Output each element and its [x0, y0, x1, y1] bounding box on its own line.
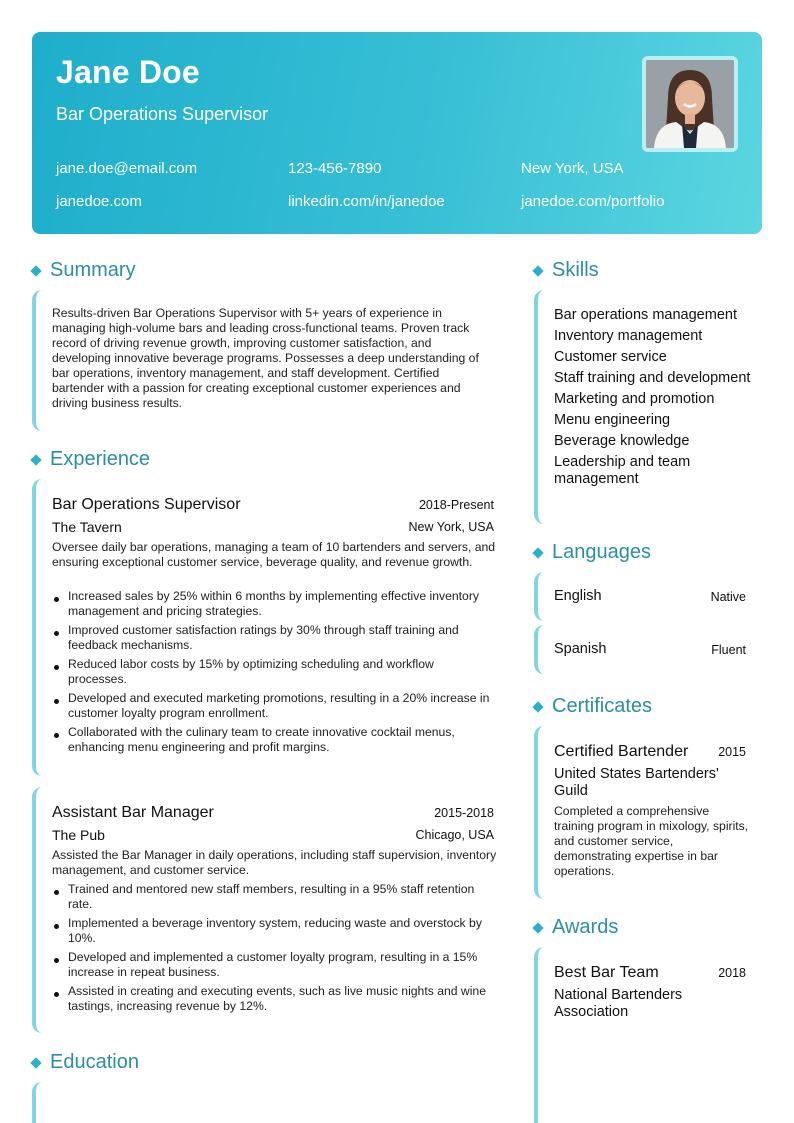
portfolio-link[interactable]: janedoe.com/portfolio: [521, 193, 665, 210]
list-item: Assisted in creating and executing events, such as live music nights and wine tastings, increasing revenue by 12%.: [52, 984, 492, 1014]
location-text: New York, USA: [521, 160, 624, 177]
education-block: [32, 1082, 498, 1123]
job-company: The Tavern: [52, 519, 122, 535]
certificate-description: Completed a comprehensive training program in mixology, spirits, and customer service, demonstrating expertise in bar operations.: [554, 804, 749, 878]
certificates-heading: Certificates: [532, 695, 652, 718]
language-row: [534, 572, 762, 621]
profile-photo-illustration: [646, 60, 734, 148]
skills-heading: Skills: [532, 259, 599, 282]
languages-heading: Languages: [532, 541, 651, 564]
list-item: Bar operations management: [554, 307, 737, 323]
skills-block: [534, 290, 762, 524]
website-link[interactable]: janedoe.com: [56, 193, 142, 210]
profile-photo: [642, 56, 738, 152]
certificate-title: Certified Bartender: [554, 743, 689, 760]
email-link[interactable]: jane.doe@email.com: [56, 160, 198, 177]
job-company: The Pub: [52, 827, 105, 843]
job-dates: 2015-2018: [434, 806, 494, 820]
list-item: Implemented a beverage inventory system, reducing waste and overstock by 10%.: [52, 916, 492, 946]
summary-text: Results-driven Bar Operations Supervisor with 5+ years of experience in managing high-volume bars and leading cross-functional teams. Proven track record of driving revenue growth, improving customer satisfaction, and developing innovative beverage programs. Possesses a deep understanding of bar operations, inventory management, and staff development. Certified bartender with a passion for creating exceptional customer experiences and driving business results.: [52, 306, 479, 410]
diamond-bullet-icon: [532, 547, 543, 558]
language-row: [534, 625, 762, 674]
certificate-item: [534, 726, 762, 899]
list-item: Improved customer satisfaction ratings by 30% through staff training and feedback mechanisms.: [52, 623, 492, 653]
list-item: Leadership and team management: [554, 454, 691, 487]
job-dates: 2018-Present: [418, 498, 494, 512]
list-item: Trained and mentored new staff members, resulting in a 95% staff retention rate.: [52, 882, 492, 912]
candidate-title: Bar Operations Supervisor: [56, 104, 269, 124]
list-item: Inventory management: [554, 328, 703, 344]
linkedin-link[interactable]: linkedin.com/in/janedoe: [288, 193, 445, 210]
list-item: Menu engineering: [554, 412, 671, 428]
list-item: Reduced labor costs by 15% by optimizing scheduling and workflow processes.: [52, 657, 492, 687]
phone-link[interactable]: 123-456-7890: [288, 160, 382, 177]
experience-heading: Experience: [30, 448, 150, 471]
language-level: Native: [710, 590, 746, 604]
list-item: Developed and executed marketing promotions, resulting in a 20% increase in customer loyalty program enrollment.: [52, 691, 492, 721]
experience-job-2: [32, 787, 498, 1033]
diamond-bullet-icon: [532, 922, 543, 933]
list-item: Marketing and promotion: [554, 391, 715, 407]
list-item: Collaborated with the culinary team to create innovative cocktail menus, enhancing menu engineering and profit margins.: [52, 725, 492, 755]
job-description: Oversee daily bar operations, managing a team of 10 bartenders and servers, and ensuring exceptional customer service, beverage quality, and revenue growth.: [52, 540, 496, 569]
certificate-org: United States Bartenders' Guild: [554, 766, 719, 799]
job-achievements: [52, 589, 492, 759]
job-location: New York, USA: [408, 520, 494, 534]
job-title: Assistant Bar Manager: [52, 804, 214, 821]
summary-block: [32, 290, 498, 431]
diamond-bullet-icon: [532, 701, 543, 712]
job-description: Assisted the Bar Manager in daily operations, including staff supervision, inventory management, and customer service.: [52, 848, 497, 877]
award-year: 2018: [718, 966, 746, 980]
list-item: Customer service: [554, 349, 667, 365]
job-achievements: [52, 882, 492, 1018]
job-title: Bar Operations Supervisor: [52, 496, 241, 513]
education-heading: Education: [30, 1051, 139, 1074]
list-item: Staff training and development: [554, 370, 751, 386]
award-org: National Bartenders Association: [554, 987, 683, 1020]
summary-heading: Summary: [30, 259, 136, 282]
language-name: Spanish: [554, 641, 607, 657]
diamond-bullet-icon: [532, 265, 543, 276]
candidate-name: Jane Doe: [56, 54, 200, 90]
language-level: Fluent: [711, 643, 746, 657]
diamond-bullet-icon: [30, 265, 41, 276]
list-item: Developed and implemented a customer loyalty program, resulting in a 15% increase in repeat business.: [52, 950, 492, 980]
language-name: English: [554, 588, 602, 604]
award-item: [534, 947, 762, 1123]
job-location: Chicago, USA: [415, 828, 494, 842]
diamond-bullet-icon: [30, 1057, 41, 1068]
skills-list: [554, 307, 759, 492]
awards-heading: Awards: [532, 916, 618, 939]
list-item: Beverage knowledge: [554, 433, 690, 449]
resume-header: [32, 32, 762, 234]
certificate-year: 2015: [718, 745, 746, 759]
award-title: Best Bar Team: [554, 964, 659, 981]
experience-job-1: [32, 479, 498, 776]
list-item: Increased sales by 25% within 6 months by implementing effective inventory management and pricing strategies.: [52, 589, 492, 619]
diamond-bullet-icon: [30, 454, 41, 465]
